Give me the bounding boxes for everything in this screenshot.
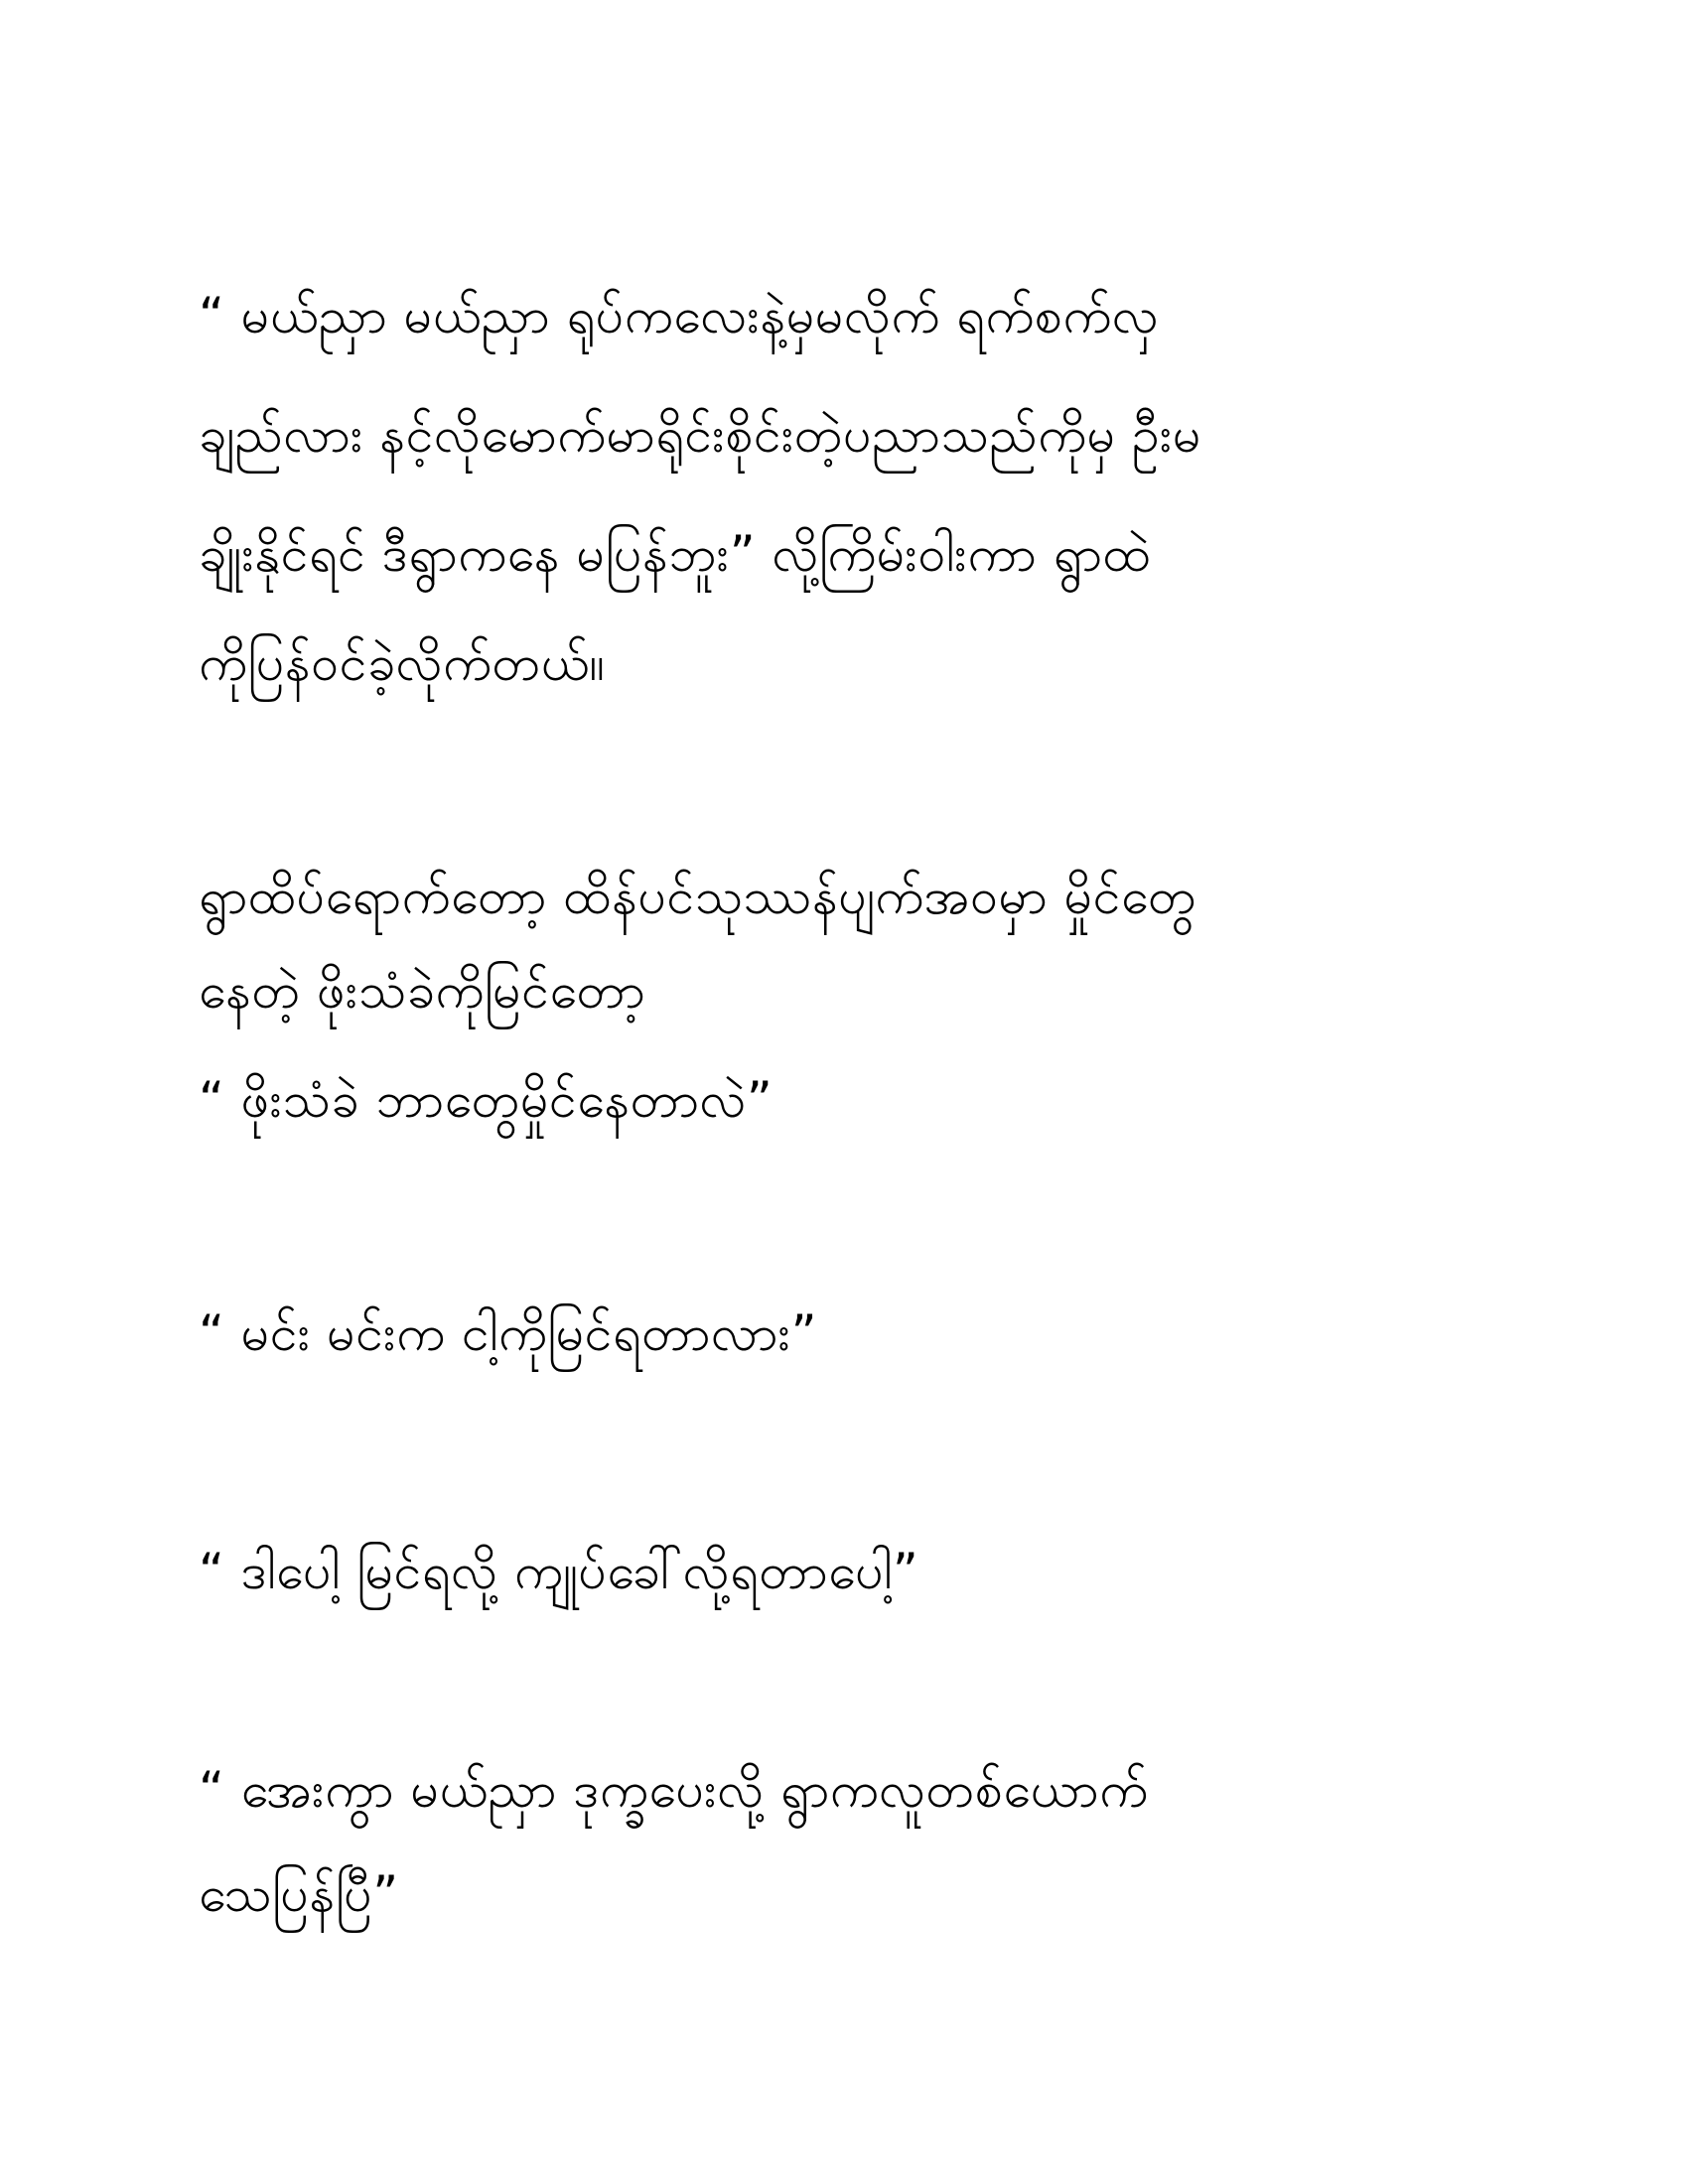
dialogue-line-5: သေပြန်ပြီ” [199,1865,399,1923]
dialogue-line-3: “ ဒါပေါ့ မြင်ရလို့ ကျုပ်ခေါ်လို့ရတာပေါ့” [199,1543,919,1600]
paragraph-1-line-1: “ မယ်ညှာ မယ်ညှာ ရုပ်ကလေးနဲ့မှမလိုက် ရက်စက်လှ [199,287,1160,344]
dialogue-line-4: “ အေးကွာ မယ်ညှာ ဒုက္ခပေးလို့ ရွာကလူတစ်ယောက် [199,1761,1149,1819]
paragraph-1-line-4: ကိုပြန်ဝင်ခဲ့လိုက်တယ်။ [199,634,606,692]
paragraph-2-line-1: ရွာထိပ်ရောက်တော့ ထိန်ပင်သုဿန်ပျက်အဝမှာ မှိုင်တွေ [199,868,1197,925]
dialogue-line-1: “ ဖိုးသံခဲ ဘာတွေမှိုင်နေတာလဲ” [199,1071,774,1129]
dialogue-line-2: “ မင်း မင်းက ငါ့ကိုမြင်ရတာလား” [199,1304,817,1362]
paragraph-1-line-2: ချည်လား နင့်လိုမောက်မာရိုင်းစိုင်းတဲ့ပညာသည်ကိုမှ ဦးမ [199,406,1202,464]
paragraph-1-line-3: ချိုးနိုင်ရင် ဒီရွာကနေ မပြန်ဘူး” လို့ကြိမ်းဝါးကာ ရွာထဲ [199,525,1152,583]
paragraph-2-line-2: နေတဲ့ ဖိုးသံခဲကိုမြင်တော့ [199,962,646,1020]
